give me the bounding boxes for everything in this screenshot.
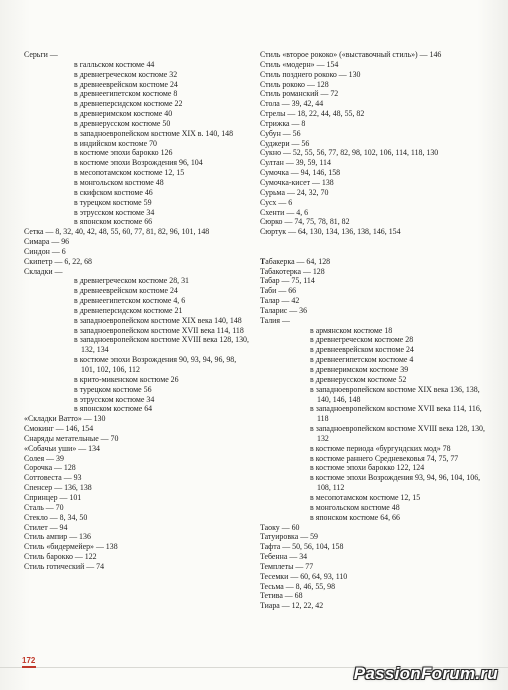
- index-subentry: [24, 168, 250, 178]
- index-entry: Сурьма — 24, 32, 70: [260, 187, 329, 197]
- index-entry: Табакерка — 64, 128: [260, 256, 331, 266]
- index-entry: Стиль «второе рококо» («выставочный стиль») — 146: [260, 50, 442, 59]
- index-subentry-text: в костюме эпохи барокко 126: [74, 148, 173, 158]
- index-subentry: [24, 276, 250, 286]
- index-entry: Стиль готический — 74: [24, 561, 105, 571]
- index-entry: Татуировка — 59: [260, 532, 318, 542]
- index-entry: Спринцер — 101: [24, 492, 82, 502]
- index-entry: Табакотерка — 128: [260, 266, 325, 276]
- index-subentry: [260, 454, 492, 464]
- index-entry: Тетива — 68: [260, 591, 303, 601]
- index-subentry-text: в древнеримском костюме 40: [74, 109, 173, 119]
- index-entry: Стрижка — 8: [260, 118, 306, 128]
- index-entry: Тебенна — 34: [260, 552, 308, 562]
- index-subentry: [24, 158, 250, 168]
- index-subentry-text: в монгольском костюме 48: [74, 177, 164, 187]
- index-subentry-text: в древнеперсидском костюме 21: [74, 305, 183, 315]
- index-subentry: [260, 444, 492, 454]
- index-entry: Сюрко — 74, 75, 78, 81, 82: [260, 217, 350, 227]
- index-entry: Сорочка — 128: [24, 463, 76, 473]
- index-subentry: [24, 139, 250, 149]
- index-subentry: [260, 326, 492, 336]
- index-subentry-text: в древнегреческом костюме 28, 31: [74, 276, 189, 286]
- index-subentry: [260, 493, 492, 503]
- index-entry: Сусх — 6: [260, 197, 293, 207]
- index-entry: Смокинг — 146, 154: [24, 424, 94, 434]
- index-entry: Серьги —: [24, 50, 58, 59]
- index-entry: Сукно — 52, 55, 56, 77, 82, 98, 102, 106, 114, 118, 130: [260, 148, 439, 158]
- index-subentry-text: в этрусском костюме 34: [74, 394, 155, 404]
- index-gap: [260, 247, 492, 257]
- index-subentry: [24, 129, 250, 139]
- index-subentry-text: в древнеперсидском костюме 22: [74, 99, 183, 109]
- index-subentry: [260, 385, 492, 405]
- index-entry: Стиль барокко — 122: [24, 552, 97, 562]
- index-entry: Тафта — 50, 56, 104, 158: [260, 542, 344, 552]
- index-subentry-text: в западноевропейском костюме XVII века 114, 116, 118: [310, 404, 482, 424]
- index-entry: Стилет — 94: [24, 522, 68, 532]
- watermark: PassionForum.ru: [353, 664, 498, 683]
- index-subentry-text: в монгольском костюме 48: [310, 502, 400, 512]
- index-subentry-text: в западноевропейском костюме XVIII века 128, 130, 132, 134: [74, 335, 249, 355]
- page-number: 172: [22, 656, 36, 665]
- index-entry: Талия —: [260, 315, 290, 325]
- index-gap: [260, 237, 492, 247]
- index-subentry: [24, 404, 250, 414]
- index-subentry-text: в скифском костюме 46: [74, 187, 153, 197]
- index-subentry-text: в костюме эпохи Возрождения 96, 104: [74, 158, 203, 168]
- index-subentry: [24, 296, 250, 306]
- index-subentry: [260, 365, 492, 375]
- index-subentry: [24, 286, 250, 296]
- index-subentry-text: в западноевропейском костюме XVIII века 128, 130, 132: [310, 424, 485, 443]
- index-entry: Синдон — 6: [24, 246, 66, 256]
- index-subentry: [24, 70, 250, 80]
- index-subentry-text: в галльском костюме 44: [74, 59, 155, 69]
- index-entry: Стиль ампир — 136: [24, 532, 91, 542]
- index-subentry-text: в крито-микенском костюме 26: [74, 374, 179, 384]
- index-entry: Складки —: [24, 266, 63, 276]
- index-subentry-text: в западноевропейском костюме XIX в. 140, 148: [74, 128, 234, 138]
- index-subentry-text: в костюме периода «бургундских мод» 78: [310, 443, 451, 453]
- index-subentry: [260, 375, 492, 385]
- index-subentry-text: в месопотамском костюме 12, 15: [74, 168, 185, 178]
- index-entry: Сумочка-кисет — 138: [260, 177, 334, 187]
- index-entry: Симара — 96: [24, 237, 70, 247]
- index-subentry: [260, 513, 492, 523]
- index-subentry-text: в западноевропейском костюме XIX века 140, 148: [74, 315, 242, 325]
- index-subentry: [24, 217, 250, 227]
- index-entry: Стиль «бидермейер» — 138: [24, 542, 118, 552]
- index-entry: Стиль рококо — 128: [260, 79, 329, 89]
- index-subentry-text: в древнерусском костюме 50: [74, 118, 171, 128]
- index-entry: Субун — 56: [260, 128, 301, 138]
- index-subentry-text: в древнерусском костюме 52: [310, 374, 407, 384]
- page-number-bar: [22, 666, 36, 668]
- index-subentry: [260, 355, 492, 365]
- index-entry: Таларис — 36: [260, 305, 308, 315]
- index-subentry: [24, 188, 250, 198]
- index-subentry: [24, 375, 250, 385]
- index-entry: Соттовеста — 93: [24, 473, 82, 483]
- index-entry: Табар — 75, 114: [260, 276, 315, 286]
- index-subentry: [24, 355, 250, 375]
- index-subentry: [24, 80, 250, 90]
- index-entry: Стола — 39, 42, 44: [260, 99, 324, 109]
- index-subentry: [24, 208, 250, 218]
- index-subentry-text: в костюме эпохи барокко 122, 124: [310, 463, 425, 473]
- index-subentry-text: в древнееврейском костюме 24: [310, 345, 414, 355]
- index-entry: Стрелы — 18, 22, 44, 48, 55, 82: [260, 109, 365, 119]
- index-entry: Стекло — 8, 34, 50: [24, 512, 88, 522]
- index-entry: Снаряды метательные — 70: [24, 433, 119, 443]
- index-subentry-text: в древнеримском костюме 39: [310, 365, 409, 374]
- index-subentry: [24, 99, 250, 109]
- index-subentry-text: в месопотамском костюме 12, 15: [310, 492, 421, 502]
- index-entry: Суджери — 56: [260, 138, 310, 148]
- index-subentry-text: в древнеегипетском костюме 8: [74, 89, 178, 99]
- index-entry: Стиль «модерн» — 154: [260, 59, 339, 69]
- index-entry: Сюртук — 64, 130, 134, 136, 138, 146, 154: [260, 227, 401, 237]
- index-subentry-text: в костюме эпохи Возрождения 93, 94, 96, 104, 106, 108, 112: [310, 473, 481, 493]
- index-subentry: [24, 89, 250, 99]
- index-subentry-text: в древнегреческом костюме 32: [74, 69, 178, 79]
- index-subentry-text: в армянском костюме 18: [310, 325, 393, 335]
- index-subentry: [260, 463, 492, 473]
- index-subentry: [260, 404, 492, 424]
- index-subentry-text: в западноевропейском костюме XVII века 114, 118: [74, 325, 244, 335]
- index-subentry: [24, 316, 250, 326]
- index-column-right: [260, 50, 492, 611]
- index-subentry-text: в костюме раннего Средневековья 74, 75, 77: [310, 453, 459, 463]
- index-subentry: [24, 148, 250, 158]
- index-subentry: [24, 395, 250, 405]
- index-entry: Тесемки — 60, 64, 93, 110: [260, 571, 348, 581]
- index-subentry: [260, 473, 492, 493]
- index-subentry: [260, 424, 492, 444]
- index-subentry: [24, 178, 250, 188]
- index-subentry-text: в древнеегипетском костюме 4: [310, 355, 414, 365]
- index-entry: Тесьма — 8, 46, 55, 98: [260, 581, 336, 591]
- index-subentry-text: в этрусском костюме 34: [74, 207, 155, 217]
- index-entry: Скипетр — 6, 22, 68: [24, 256, 92, 266]
- index-entry: Тиара — 12, 22, 42: [260, 601, 324, 611]
- index-subentry: [24, 60, 250, 70]
- index-subentry-text: в древнеегипетском костюме 4, 6: [74, 296, 186, 306]
- index-subentry: [24, 198, 250, 208]
- index-entry: «Складки Ватто» — 130: [24, 414, 106, 424]
- index-entry: Султан — 39, 59, 114: [260, 158, 331, 168]
- index-subentry-text: в турецком костюме 59: [74, 197, 152, 207]
- index-subentry: [260, 503, 492, 513]
- index-entry: Стиль позднего рококо — 130: [260, 69, 361, 79]
- index-subentry-text: в индийском костюме 70: [74, 138, 157, 148]
- index-entry: Таби — 66: [260, 286, 297, 296]
- index-subentry-text: в древнееврейском костюме 24: [74, 286, 178, 296]
- index-subentry: [24, 306, 250, 316]
- index-entry: Талар — 42: [260, 296, 300, 306]
- index-subentry-text: в японском костюме 64: [74, 404, 153, 414]
- index-subentry: [24, 385, 250, 395]
- index-subentry-text: в древнееврейском костюме 24: [74, 79, 178, 89]
- index-entry: Сетка — 8, 32, 40, 42, 48, 55, 60, 77, 81, 82, 96, 101, 148: [24, 227, 210, 237]
- index-entry: Сумочка — 94, 146, 158: [260, 168, 341, 178]
- index-subentry: [24, 119, 250, 129]
- index-subentry: [24, 335, 250, 355]
- index-subentry-text: в западноевропейском костюме XIX века 136, 138, 140, 146, 148: [310, 384, 480, 404]
- index-subentry: [260, 335, 492, 345]
- index-entry: Таоку — 60: [260, 522, 300, 532]
- index-entry: «Собачьи уши» — 134: [24, 443, 100, 453]
- index-entry: Сталь — 70: [24, 502, 64, 512]
- index-subentry: [24, 109, 250, 119]
- index-subentry: [24, 326, 250, 336]
- index-entry: Спенсер — 136, 138: [24, 483, 92, 493]
- index-subentry-text: в японском костюме 66: [74, 217, 153, 227]
- index-subentry-text: в костюме эпохи Возрождения 90, 93, 94, 96, 98, 101, 102, 106, 112: [74, 355, 237, 374]
- index-entry: Солея — 39: [24, 453, 64, 463]
- index-entry: Схенти — 4, 6: [260, 207, 309, 217]
- index-subentry-text: в турецком костюме 56: [74, 384, 152, 394]
- index-subentry: [260, 345, 492, 355]
- index-entry: Стиль романский — 72: [260, 89, 339, 99]
- index-column-left: [24, 50, 250, 572]
- index-subentry-text: в японском костюме 64, 66: [310, 512, 400, 522]
- index-subentry-text: в древнегреческом костюме 28: [310, 335, 414, 345]
- index-entry: Темплеты — 77: [260, 561, 314, 571]
